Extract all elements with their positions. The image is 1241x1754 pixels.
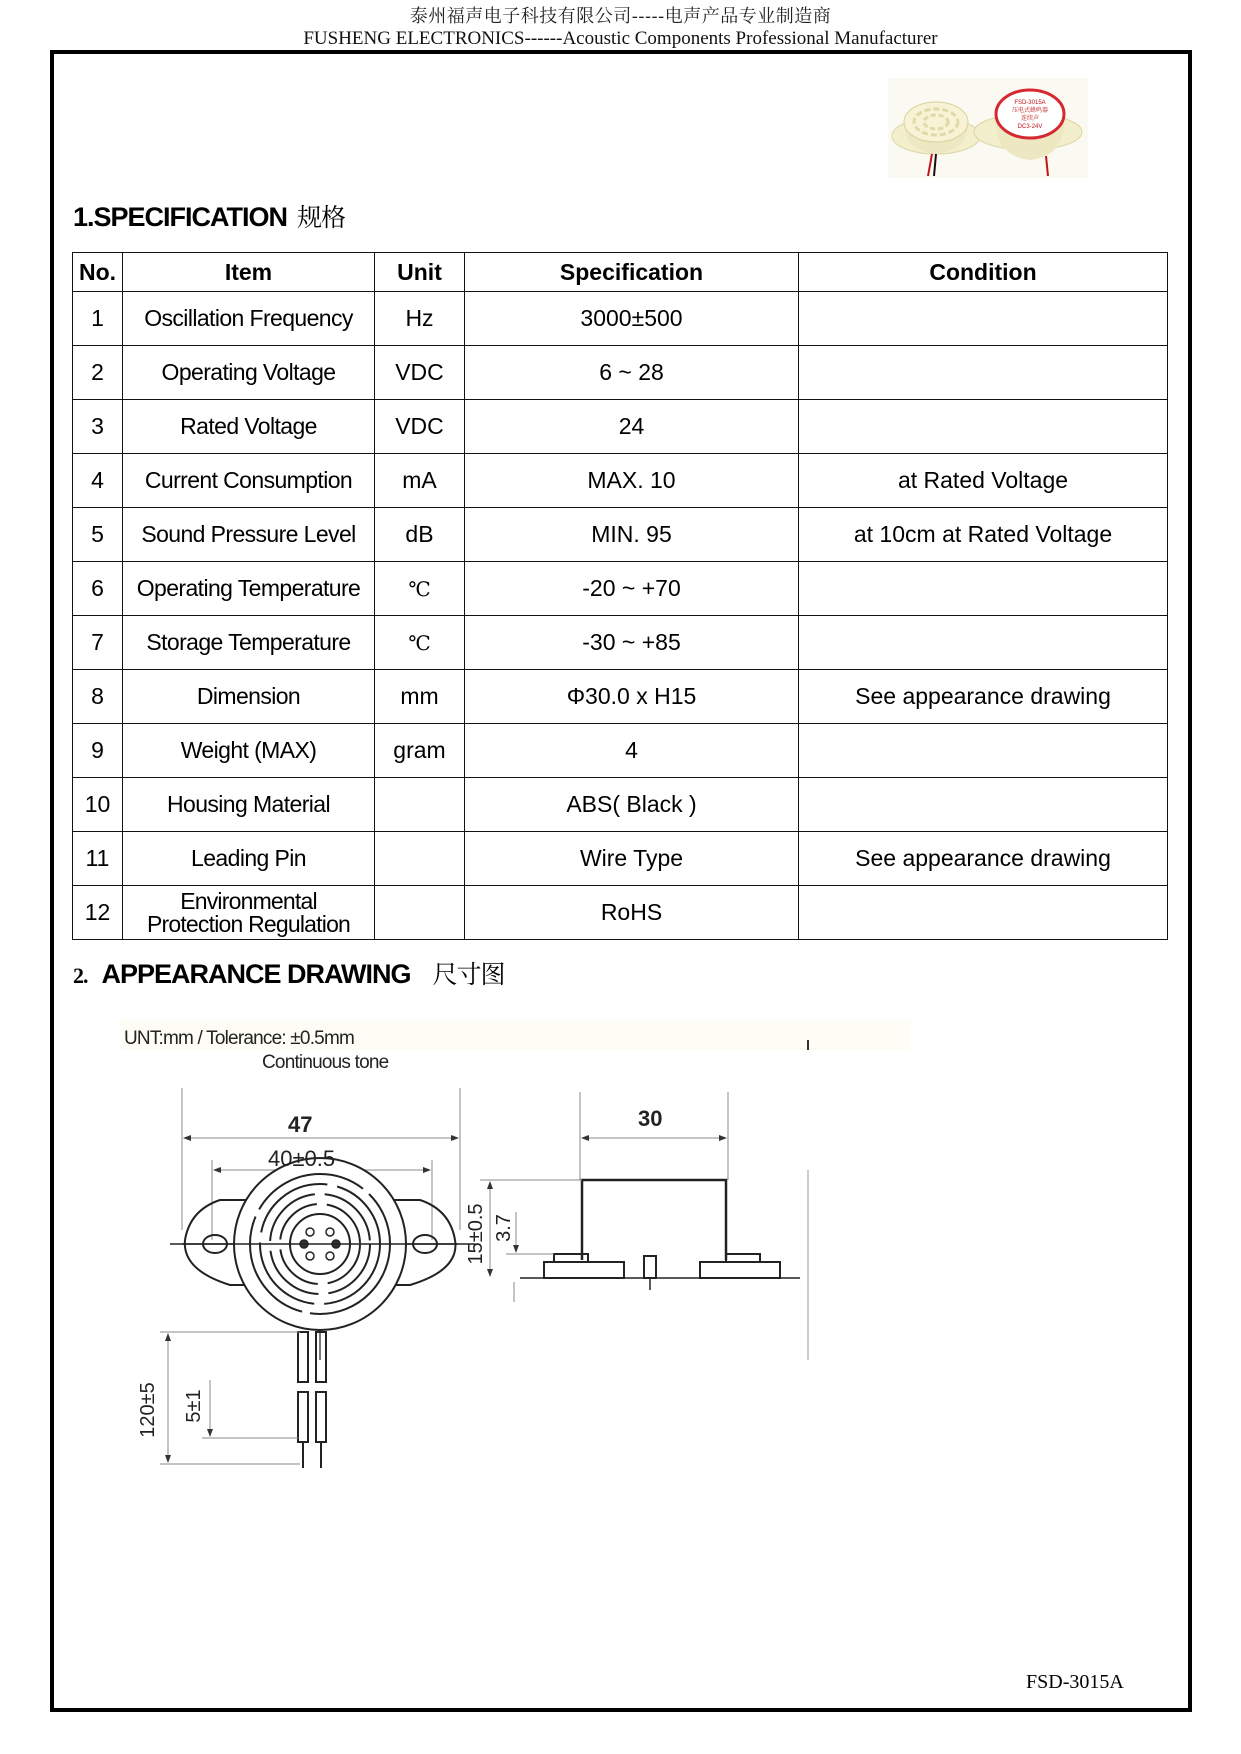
table-row xyxy=(73,724,1168,778)
row-item: Weight (MAX) xyxy=(123,724,375,778)
column-header-unit: Unit xyxy=(375,253,465,292)
row-no: 3 xyxy=(73,400,123,454)
section-1-heading xyxy=(73,198,345,234)
row-no: 9 xyxy=(73,724,123,778)
table-row xyxy=(73,562,1168,616)
column-header-specification: Specification xyxy=(465,253,799,292)
row-condition xyxy=(799,778,1168,832)
tone-note: Continuous tone xyxy=(262,1052,389,1073)
dim-flange: 3.7 xyxy=(493,1214,515,1242)
section-1-number: 1. xyxy=(73,202,94,232)
table-row xyxy=(73,886,1168,940)
row-spec: 3000±500 xyxy=(465,292,799,346)
svg-text:DC3-24V: DC3-24V xyxy=(1017,124,1043,130)
row-condition xyxy=(799,292,1168,346)
specification-table xyxy=(72,252,1168,940)
row-no: 10 xyxy=(73,778,123,832)
row-condition: See appearance drawing xyxy=(799,832,1168,886)
row-item: Leading Pin xyxy=(123,832,375,886)
column-header-item: Item xyxy=(123,253,375,292)
row-spec: MIN. 95 xyxy=(465,508,799,562)
row-unit: ℃ xyxy=(375,616,465,670)
row-condition: at 10cm at Rated Voltage xyxy=(799,508,1168,562)
row-condition xyxy=(799,616,1168,670)
row-unit: Hz xyxy=(375,292,465,346)
row-condition xyxy=(799,562,1168,616)
row-condition: See appearance drawing xyxy=(799,670,1168,724)
row-item-line-1: Environmental xyxy=(180,887,317,914)
table-row xyxy=(73,292,1168,346)
row-spec: RoHS xyxy=(465,886,799,940)
section-2-heading xyxy=(73,955,505,991)
row-unit: mm xyxy=(375,670,465,724)
row-item: Rated Voltage xyxy=(123,400,375,454)
row-spec: 24 xyxy=(465,400,799,454)
row-item: Current Consumption xyxy=(123,454,375,508)
svg-text:压电式蜂鸣器: 压电式蜂鸣器 xyxy=(1011,107,1049,114)
header-company-en: FUSHENG ELECTRONICS------Acoustic Components Professional Manufacturer xyxy=(303,28,938,49)
section-1-title: SPECIFICATION xyxy=(93,202,288,232)
row-no: 4 xyxy=(73,454,123,508)
row-spec: 6 ~ 28 xyxy=(465,346,799,400)
row-no: 2 xyxy=(73,346,123,400)
table-row xyxy=(73,670,1168,724)
row-unit: ℃ xyxy=(375,562,465,616)
row-spec: Φ30.0 x H15 xyxy=(465,670,799,724)
row-condition xyxy=(799,346,1168,400)
row-item: Operating Temperature xyxy=(123,562,375,616)
row-unit xyxy=(375,778,465,832)
units-note: UNT:mm / Tolerance: ±0.5mm xyxy=(124,1028,355,1049)
section-1-title-cn: 规格 xyxy=(297,203,346,232)
svg-text:连续声: 连续声 xyxy=(1020,115,1040,122)
row-no: 1 xyxy=(73,292,123,346)
row-item: Operating Voltage xyxy=(123,346,375,400)
row-item xyxy=(123,886,375,940)
dim-body-diameter: 30 xyxy=(638,1106,663,1131)
table-row xyxy=(73,778,1168,832)
section-2-title-cn: 尺寸图 xyxy=(432,960,505,989)
row-spec: MAX. 10 xyxy=(465,454,799,508)
row-no: 5 xyxy=(73,508,123,562)
row-spec: -20 ~ +70 xyxy=(465,562,799,616)
table-row xyxy=(73,616,1168,670)
row-unit: VDC xyxy=(375,400,465,454)
table-row xyxy=(73,454,1168,508)
row-item: Sound Pressure Level xyxy=(123,508,375,562)
row-condition xyxy=(799,886,1168,940)
row-unit xyxy=(375,886,465,940)
row-item: Storage Temperature xyxy=(123,616,375,670)
dim-lead-strip: 5±1 xyxy=(183,1389,205,1423)
row-item: Oscillation Frequency xyxy=(123,292,375,346)
header-company-cn: 泰州福声电子科技有限公司-----电声产品专业制造商 xyxy=(409,6,832,27)
table-row xyxy=(73,346,1168,400)
table-row xyxy=(73,400,1168,454)
section-2-number: 2. xyxy=(73,963,88,988)
product-photo xyxy=(888,78,1088,178)
row-no: 8 xyxy=(73,670,123,724)
dim-overall-width: 47 xyxy=(288,1112,313,1137)
row-unit: dB xyxy=(375,508,465,562)
dim-hole-spacing: 40±0.5 xyxy=(268,1146,336,1171)
dim-height: 15±0.5 xyxy=(465,1203,487,1265)
row-spec: 4 xyxy=(465,724,799,778)
row-item-line-2: Protection Regulation xyxy=(146,910,351,937)
row-unit: gram xyxy=(375,724,465,778)
section-2-title: APPEARANCE DRAWING xyxy=(101,959,411,989)
table-row xyxy=(73,832,1168,886)
row-spec: Wire Type xyxy=(465,832,799,886)
footer-model-number: FSD-3015A xyxy=(1026,1671,1124,1693)
svg-text:FSD-3015A: FSD-3015A xyxy=(1014,100,1046,106)
dim-lead-length: 120±5 xyxy=(137,1382,159,1438)
row-spec: ABS( Black ) xyxy=(465,778,799,832)
row-no: 11 xyxy=(73,832,123,886)
row-condition: at Rated Voltage xyxy=(799,454,1168,508)
table-row xyxy=(73,508,1168,562)
appearance-drawing xyxy=(120,1020,920,1500)
row-item: Dimension xyxy=(123,670,375,724)
row-unit xyxy=(375,832,465,886)
column-header-condition: Condition xyxy=(799,253,1168,292)
column-header-no: No. xyxy=(73,253,123,292)
row-spec: -30 ~ +85 xyxy=(465,616,799,670)
table-header-row xyxy=(73,253,1168,292)
row-no: 6 xyxy=(73,562,123,616)
row-no: 12 xyxy=(73,886,123,940)
row-item: Housing Material xyxy=(123,778,375,832)
row-no: 7 xyxy=(73,616,123,670)
row-condition xyxy=(799,400,1168,454)
row-condition xyxy=(799,724,1168,778)
row-unit: VDC xyxy=(375,346,465,400)
row-unit: mA xyxy=(375,454,465,508)
